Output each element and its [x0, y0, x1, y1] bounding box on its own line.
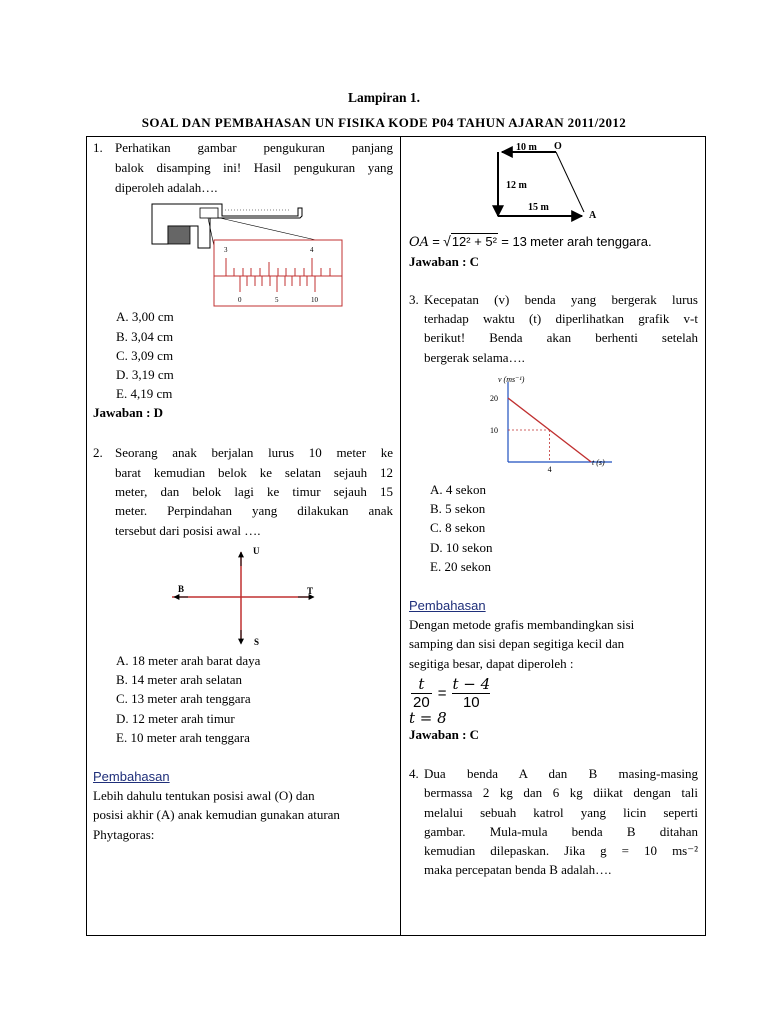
compass-east: T	[307, 586, 314, 596]
compass-south: S	[254, 637, 260, 647]
q3-answer: Jawaban : C	[409, 727, 480, 742]
label-origin: O	[554, 141, 562, 152]
q2-option-d: D. 12 meter arah timur	[116, 711, 235, 726]
q4-line-3: melalui sebuah katrol yang licin seperti	[424, 805, 698, 820]
scale-bottom-5: 5	[275, 296, 279, 304]
q3-line-1: Kecepatan (v) benda yang bergerak lurus	[424, 292, 698, 307]
lampiran-label: Lampiran 1.	[347, 90, 420, 105]
oa-text: meter arah tenggara.	[530, 234, 652, 249]
oa-equals: =	[432, 234, 440, 249]
scale-bottom-0: 0	[238, 296, 242, 304]
column-divider	[400, 136, 401, 936]
q4-line-4: gambar. Mula-mula benda B ditahan	[424, 824, 698, 839]
x-axis-label: t (s)	[592, 458, 605, 467]
x-tick-4: 4	[547, 465, 552, 474]
ratio-equals: =	[437, 685, 447, 702]
q3-option-a: A. 4 sekon	[430, 482, 486, 497]
q2-number: 2.	[93, 445, 103, 460]
q2-pembahasan-heading: Pembahasan	[93, 769, 170, 784]
q3-explain-3: segitiga besar, dapat diperoleh :	[409, 656, 574, 671]
oa-equation	[409, 232, 652, 252]
q3-pembahasan-heading: Pembahasan	[409, 598, 486, 613]
q2-option-a: A. 18 meter arah barat daya	[116, 653, 261, 668]
q3-option-b: B. 5 sekon	[430, 501, 486, 516]
q2-explain-3: Phytagoras:	[93, 827, 155, 842]
displacement-figure	[480, 138, 610, 224]
label-12m: 12 m	[506, 180, 527, 191]
q1-number: 1.	[93, 140, 103, 155]
q3-option-e: E. 20 sekon	[430, 559, 492, 574]
oa-symbol: OA	[409, 235, 430, 250]
q2-option-c: C. 13 meter arah tenggara	[116, 691, 251, 706]
y-axis-label: v (ms⁻¹)	[498, 375, 525, 384]
q3-option-c: C. 8 sekon	[430, 520, 486, 535]
frac1-denominator: 20	[413, 694, 430, 711]
compass-north: U	[253, 546, 260, 556]
q4-line-5: kemudian dilepaskan. Jika g = 10 ms⁻²	[424, 843, 698, 858]
q1-option-a: A. 3,00 cm	[116, 309, 174, 324]
q2-line-5: tersebut dari posisi awal ….	[115, 523, 261, 538]
oa-result: = 13	[501, 234, 527, 249]
ratio-equation	[409, 676, 492, 711]
q1-option-b: B. 3,04 cm	[116, 329, 174, 344]
q2-line-2: barat kemudian belok ke selatan sejauh 12	[115, 465, 393, 480]
caliper-figure	[140, 196, 350, 312]
q1-option-d: D. 3,19 cm	[116, 367, 174, 382]
q1-option-c: C. 3,09 cm	[116, 348, 174, 363]
q2-line-1: Seorang anak berjalan lurus 10 meter ke	[115, 445, 393, 460]
q4-line-1: Dua benda A dan B masing-masing	[424, 766, 698, 781]
frac2-denominator: 10	[452, 693, 490, 711]
document-title: SOAL DAN PEMBAHASAN UN FISIKA KODE P04 TAHUN AJARAN 2011/2012	[141, 115, 627, 130]
q3-line-4: bergerak selama….	[424, 350, 525, 365]
q1-line-1: Perhatikan gambar pengukuran panjang	[115, 140, 393, 155]
q2-line-3: meter, dan belok lagi ke timur sejauh 15	[115, 484, 393, 499]
frac2-numerator: t − 4	[452, 675, 491, 693]
q3-line-3: berikut! Benda akan berhenti setelah	[424, 330, 698, 345]
q3-explain-1: Dengan metode grafis membandingkan sisi	[409, 617, 635, 632]
compass-west: B	[178, 584, 185, 594]
label-10m: 10 m	[516, 142, 537, 153]
q2-option-b: B. 14 meter arah selatan	[116, 672, 242, 687]
q4-line-2: bermassa 2 kg dan 6 kg diikat dengan tali	[424, 785, 698, 800]
q1-answer: Jawaban : D	[93, 405, 164, 420]
q1-option-e: E. 4,19 cm	[116, 386, 173, 401]
compass-diagram	[168, 540, 320, 652]
q2-explain-2: posisi akhir (A) anak kemudian gunakan aturan	[93, 807, 340, 822]
y-tick-20: 20	[490, 394, 498, 403]
q2-line-4: meter. Perpindahan yang dilakukan anak	[115, 503, 393, 518]
q3-option-d: D. 10 sekon	[430, 540, 493, 555]
vt-chart	[478, 368, 618, 478]
q3-explain-2: samping dan sisi depan segitiga kecil dan	[409, 636, 625, 651]
ratio-result: t = 8	[409, 709, 447, 727]
sqrt-icon: √	[443, 233, 451, 249]
q1-line-2: balok disamping ini! Hasil pengukuran yang	[115, 160, 393, 175]
label-15m: 15 m	[528, 202, 549, 213]
scale-top-3: 3	[224, 246, 228, 254]
q4-line-6: maka percepatan benda B adalah….	[424, 862, 612, 877]
scale-top-4: 4	[310, 246, 314, 254]
q3-line-2: terhadap waktu (t) diperlihatkan grafik v-t	[424, 311, 698, 326]
q3-number: 3.	[409, 292, 419, 307]
q2-explain-1: Lebih dahulu tentukan posisi awal (O) dan	[93, 788, 315, 803]
q2-option-e: E. 10 meter arah tenggara	[116, 730, 250, 745]
sqrt-expression: 12² + 5²	[451, 234, 497, 249]
scale-bottom-10: 10	[311, 296, 318, 304]
q1-line-3: diperoleh adalah….	[115, 180, 218, 195]
label-end-a: A	[589, 210, 597, 221]
y-tick-10: 10	[490, 426, 498, 435]
q4-number: 4.	[409, 766, 419, 781]
q2-answer: Jawaban : C	[409, 254, 480, 269]
frac1-numerator: t	[418, 675, 425, 693]
